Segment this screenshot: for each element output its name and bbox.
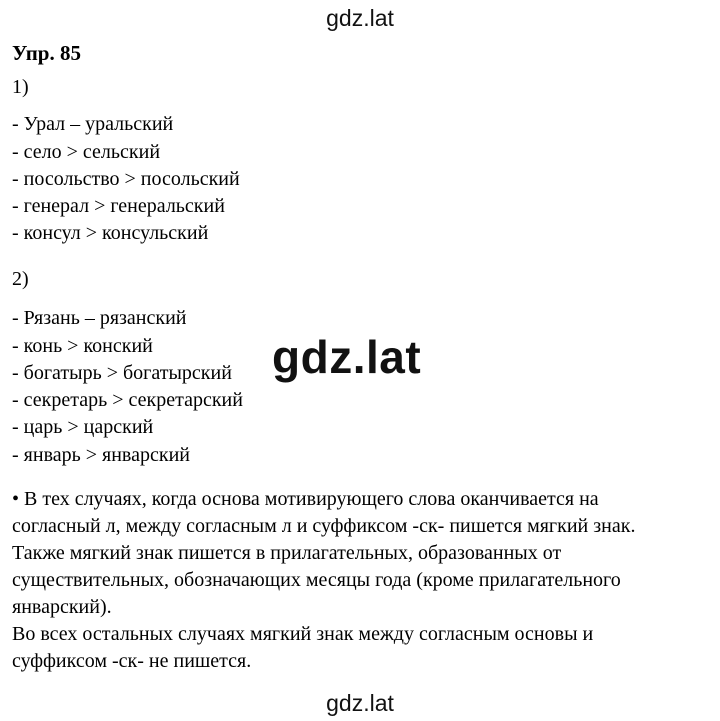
note-line: • В тех случаях, когда основа мотивирующего слова оканчивается на [12,488,599,510]
note-line: суффиксом -ск- не пишется. [12,650,252,672]
part-1 [12,74,240,248]
watermark-top: gdz.lat [326,5,394,31]
list-item: - январь > январский [12,443,190,466]
list-item: - царь > царский [12,416,154,439]
exercise-title: Упр. 85 [12,41,81,65]
rule-note [12,486,712,675]
list-item: - Урал – уральский [12,113,174,136]
list-item: - посольство > посольский [12,167,240,190]
part-1-label: 1) [12,76,29,98]
list-item: - консул > консульский [12,222,209,245]
part-1-list [12,111,240,247]
note-line: Во всех остальных случаях мягкий знак между согласным основы и [12,623,594,645]
note-line: существительных, обозначающих месяцы года (кроме прилагательного [12,569,621,591]
note-line: январский). [12,596,112,618]
part-2-list [12,305,243,469]
list-item: - богатырь > богатырский [12,361,232,384]
note-line: Также мягкий знак пишется в прилагательных, образованных от [12,542,562,564]
list-item: - генерал > генеральский [12,195,225,218]
list-item: - Рязань – рязанский [12,307,187,330]
watermark-center: gdz.lat [272,331,422,383]
list-item: - секретарь > секретарский [12,389,243,412]
list-item: - конь > конский [12,334,153,357]
list-item: - село > сельский [12,140,161,163]
watermark-bottom: gdz.lat [326,690,394,716]
part-2-label: 2) [12,268,29,290]
note-line: согласный л, между согласным л и суффиксом -ск- пишется мягкий знак. [12,515,636,537]
part-2 [12,266,243,469]
